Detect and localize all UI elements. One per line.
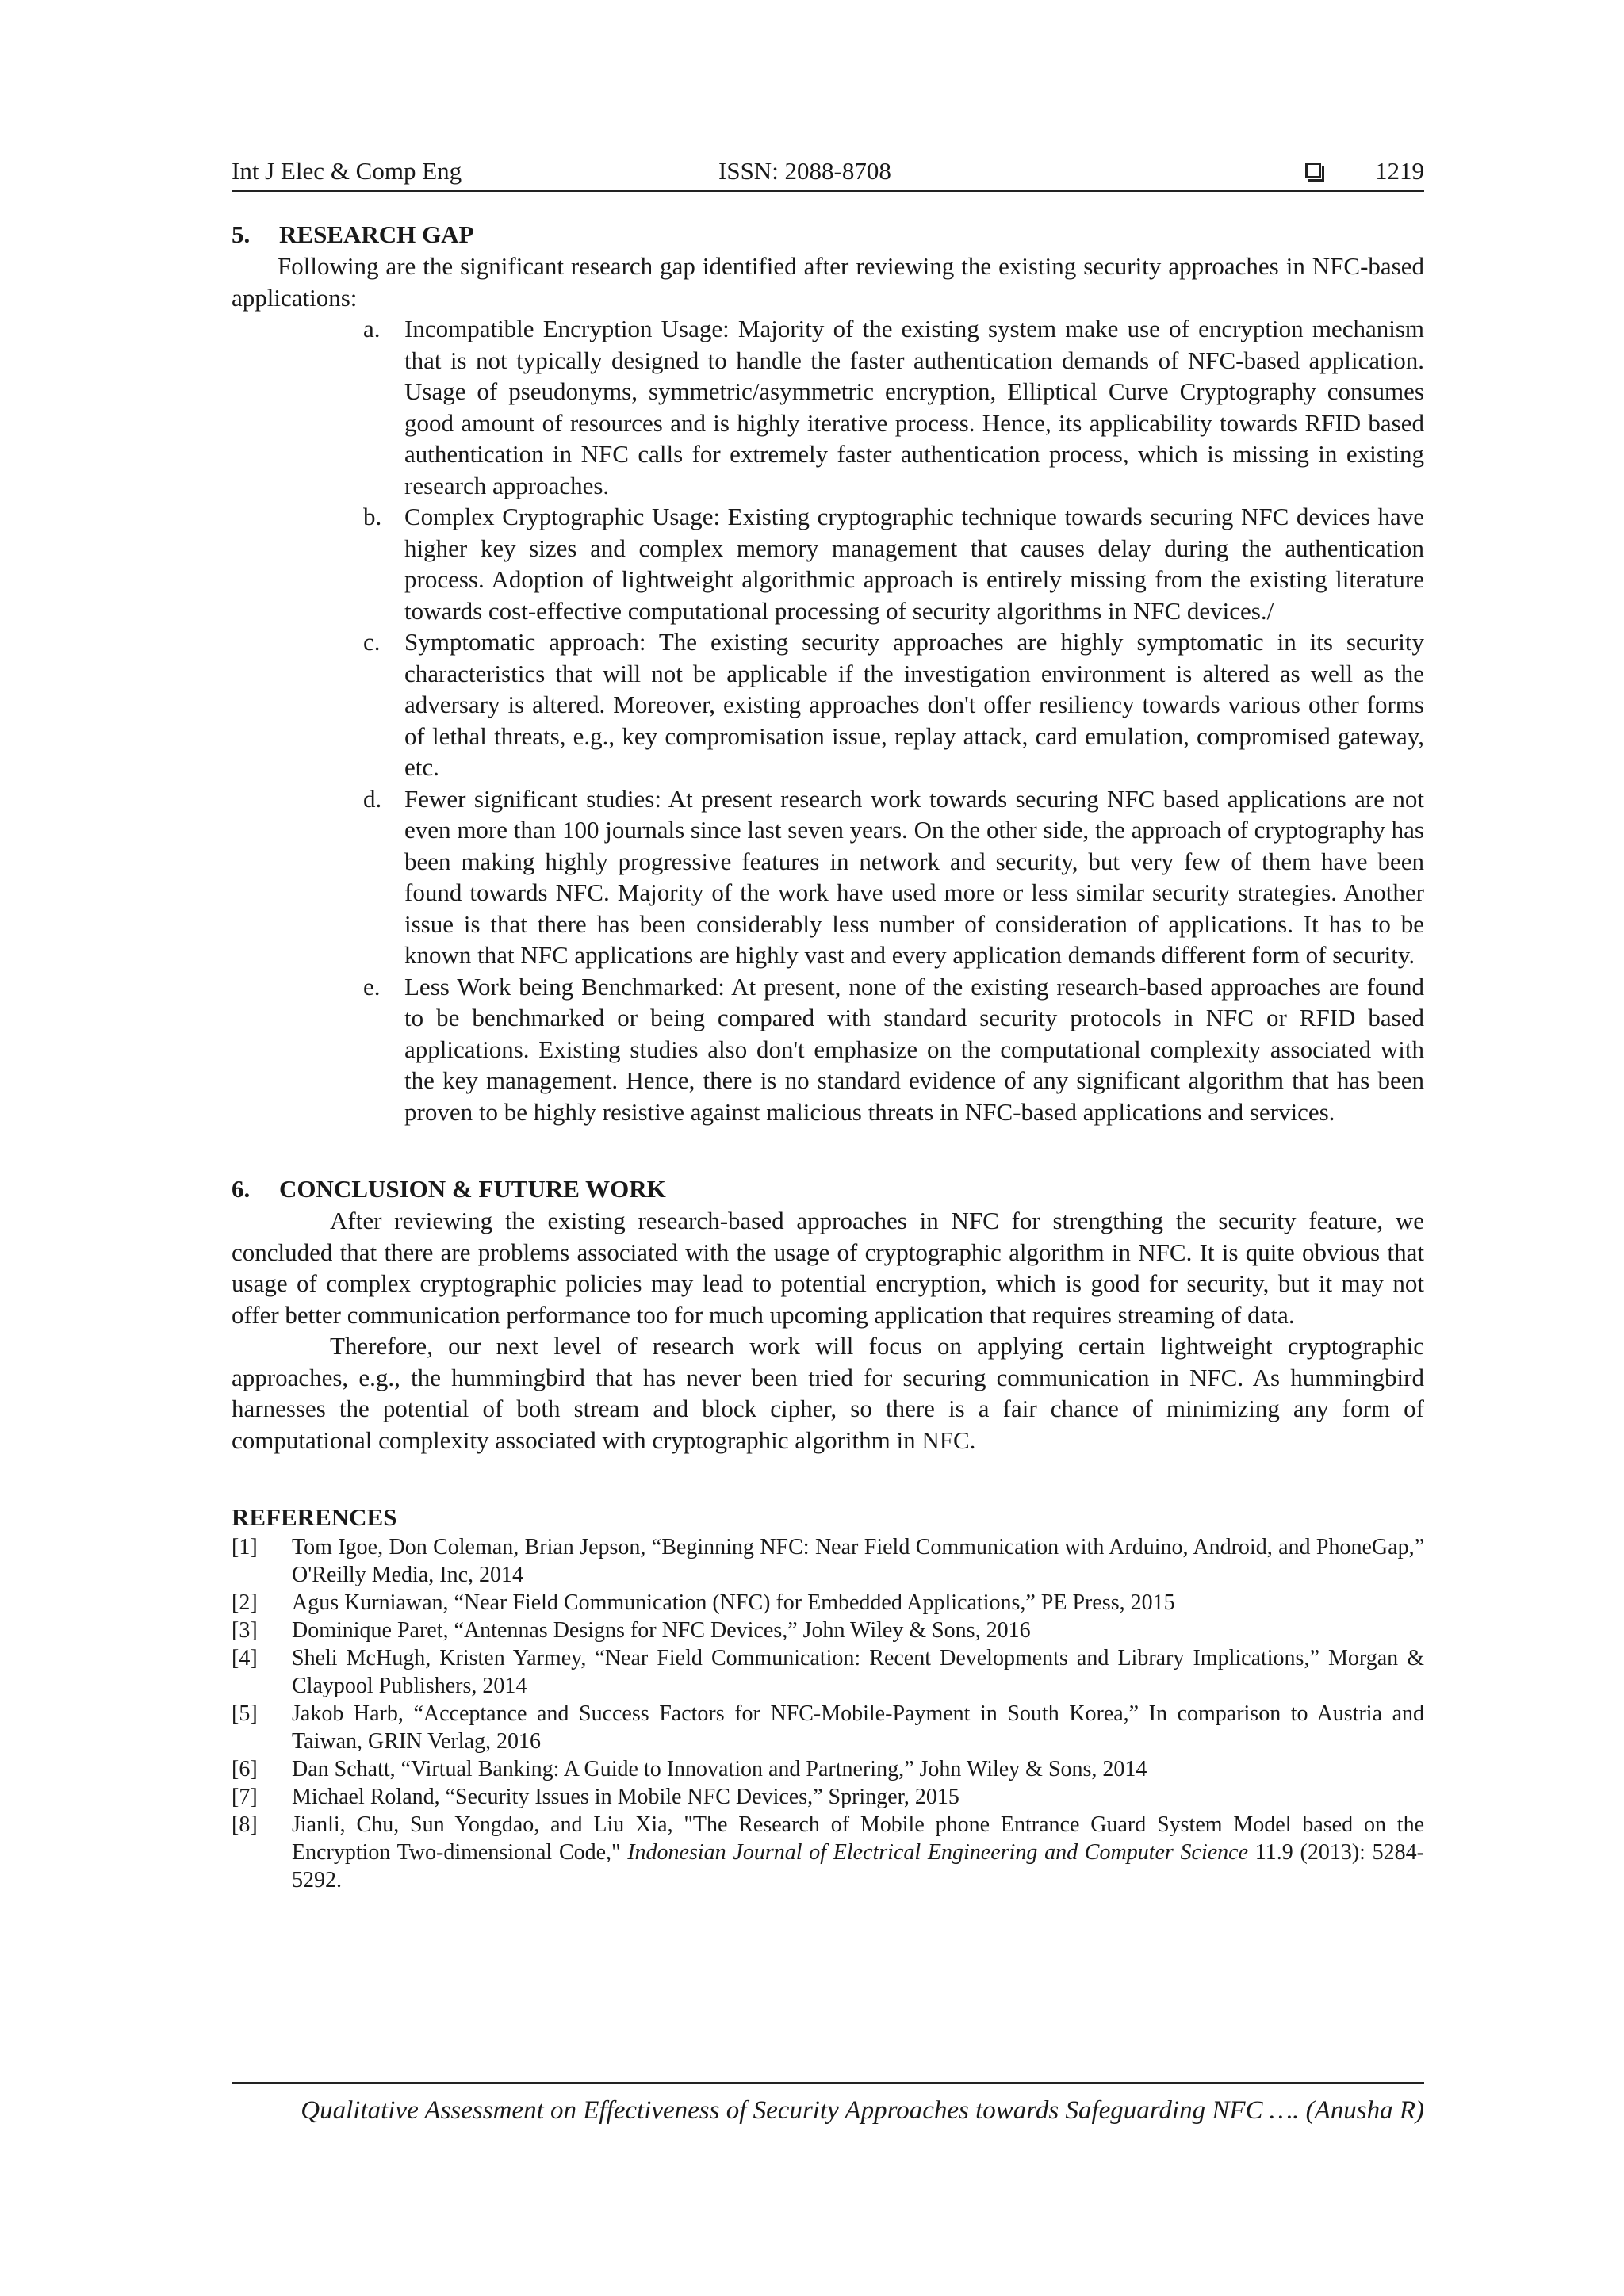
reference-item: [8] Jianli, Chu, Sun Yongdao, and Liu Xia, "The Research of Mobile phone Entrance Guard System Model based on the Encryption Two-dimensional Code," Indonesian Journal of Electrical Engineering and Computer Science 11.9 (2013): 5284-5292. <box>232 1812 1424 1892</box>
reference-item: [5] Jakob Harb, “Acceptance and Success Factors for NFC-Mobile-Payment in South Korea,” In comparison to Austria and Taiwan, GRIN Verlag, 2016 <box>232 1701 1424 1754</box>
list-item: c. Symptomatic approach: The existing security approaches are highly symptomatic in its security characteristics that will not be applicable if the investigation environment is altered as well as the adversary is altered. Moreover, existing approaches don't offer resiliency towards various other forms of lethal threats, e.g., key compromisation issue, replay attack, card emulation, compromised gateway, etc. <box>363 628 1424 781</box>
references-list <box>232 1533 1424 1894</box>
reference-item: [3] Dominique Paret, “Antennas Designs for NFC Devices,” John Wiley & Sons, 2016 <box>232 1618 1031 1643</box>
section-heading-conclusion: 6. CONCLUSION & FUTURE WORK <box>232 1175 666 1203</box>
reference-item: [1] Tom Igoe, Don Coleman, Brian Jepson, “Beginning NFC: Near Field Communication with Arduino, Android, and PhoneGap,” O'Reilly Media, Inc, 2014 <box>232 1535 1424 1587</box>
page-number: 1219 <box>1375 157 1424 185</box>
reference-item: [4] Sheli McHugh, Kristen Yarmey, “Near Field Communication: Recent Developments and Library Implications,” Morgan & Claypool Publishers, 2014 <box>232 1646 1424 1698</box>
research-gap-list <box>232 313 1424 1127</box>
checkbox-square-icon <box>1305 163 1321 178</box>
section-heading-research-gap: 5. RESEARCH GAP <box>232 220 474 248</box>
conclusion-paragraph: Therefore, our next level of research work will focus on applying certain lightweight cryptographic approaches, e.g., the hummingbird that has never been tried for securing communication in NFC. As hummingbird harnesses the potential of both stream and block cipher, so there is a fair chance of minimizing any form of computational complexity associated with cryptographic algorithm in NFC. <box>232 1332 1424 1454</box>
reference-item: [2] Agus Kurniawan, “Near Field Communication (NFC) for Embedded Applications,” PE Press, 2015 <box>232 1590 1175 1615</box>
list-item: a. Incompatible Encryption Usage: Majority of the existing system make use of encryption mechanism that is not typically designed to handle the faster authentication demands of NFC-based application. Usage of pseudonyms, symmetric/asymmetric encryption, Elliptical Curve Cryptography consumes good amount of resources and is highly iterative process. Hence, its applicability towards RFID based authentication in NFC calls for extremely faster authentication process, which is missing in existing research approaches. <box>363 315 1424 499</box>
list-item: d. Fewer significant studies: At present research work towards securing NFC based applications are not even more than 100 journals since last seven years. On the other side, the approach of cryptography has been making highly progressive features in network and security, but very few of them have been found towards NFC. Majority of the work have used more or less similar security strategies. Another issue is that there has been considerably less number of consideration of applications. It has to be known that NFC applications are highly vast and every application demands different form of security. <box>363 784 1424 969</box>
list-item: b. Complex Cryptographic Usage: Existing cryptographic technique towards securing NFC devices have higher key sizes and complex memory management that causes delay during the authentication process. Adoption of lightweight algorithmic approach is entirely missing from the existing literature towards cost-effective computational processing of security algorithms in NFC devices./ <box>363 503 1424 625</box>
journal-name: Int J Elec & Comp Eng <box>232 157 462 185</box>
research-gap-intro: Following are the significant research gap identified after reviewing the existing security approaches in NFC-based applications: <box>232 252 1424 312</box>
list-item: e. Less Work being Benchmarked: At present, none of the existing research-based approaches are found to be benchmarked or being compared with standard security protocols in NFC or RFID based applications. Existing studies also don't emphasize on the computational complexity associated with the key management. Hence, there is no standard evidence of any significant algorithm that has been proven to be highly resistive against malicious threats in NFC-based applications and services. <box>363 972 1424 1126</box>
conclusion-paragraph: After reviewing the existing research-based approaches in NFC for strengthing the security feature, we concluded that there are problems associated with the usage of cryptographic algorithm in NFC. It is quite obvious that usage of complex cryptographic policies may lead to potential encryption, which is good for security, but it may not offer better communication performance too for much upcoming application that requires streaming of data. <box>232 1207 1424 1329</box>
reference-item: [6] Dan Schatt, “Virtual Banking: A Guide to Innovation and Partnering,” John Wiley & Sons, 2014 <box>232 1757 1147 1781</box>
running-header <box>232 155 1424 192</box>
references-heading: REFERENCES <box>232 1503 397 1531</box>
issn: ISSN: 2088-8708 <box>718 157 891 185</box>
body-text <box>232 219 1424 1894</box>
running-footer: Qualitative Assessment on Effectiveness of Security Approaches towards Safeguarding NFC …. (Anusha R) <box>232 2082 1424 2134</box>
reference-item: [7] Michael Roland, “Security Issues in Mobile NFC Devices,” Springer, 2015 <box>232 1785 959 1809</box>
paper-page <box>232 0 1424 2296</box>
